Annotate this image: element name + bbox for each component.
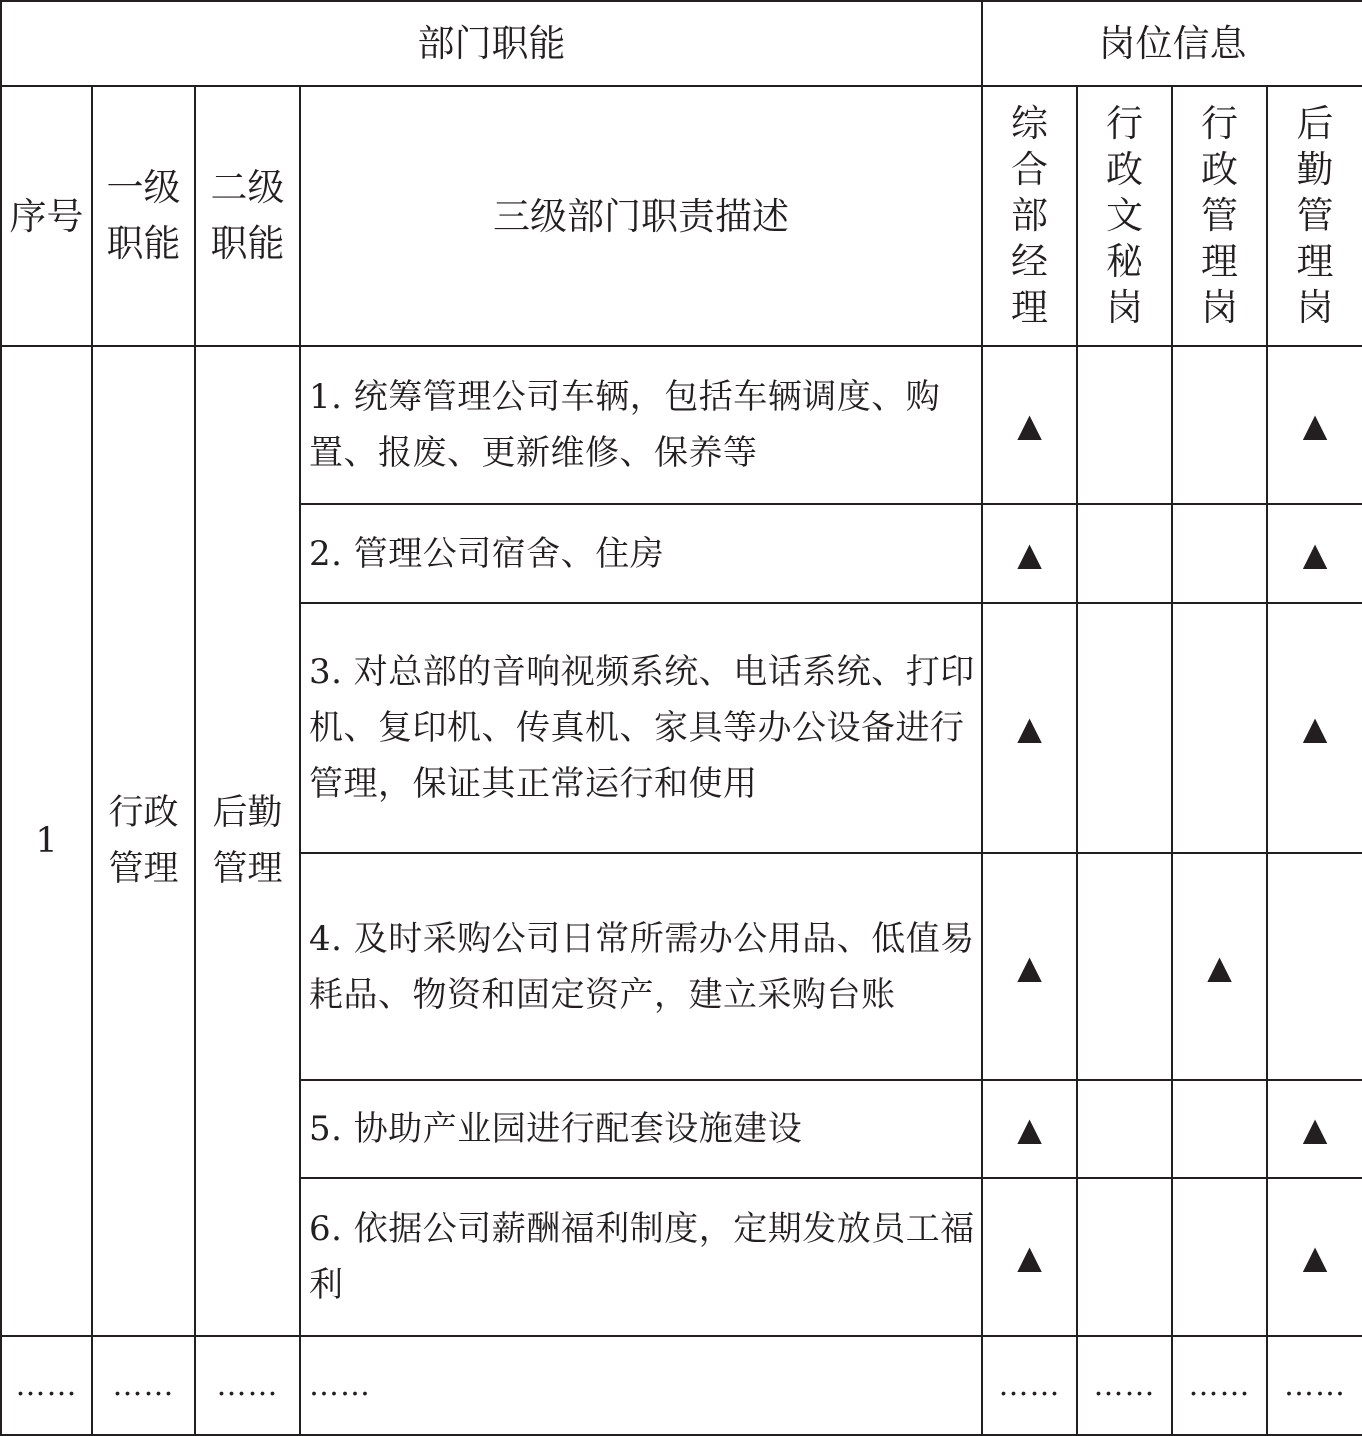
level1-text: 行政管理 [108,793,179,889]
mark-cell: ▲ [1172,853,1267,1080]
ellipsis-cell: …… [195,1336,300,1435]
mark-cell [1172,504,1267,603]
level3-header: 三级部门职责描述 [300,86,982,346]
level2-cell [195,346,300,1336]
ellipsis-cell: …… [982,1336,1077,1435]
duty-description: 5. 协助产业园进行配套设施建设 [300,1080,982,1178]
mark-cell: ▲ [1267,504,1362,603]
duty-description: 1. 统筹管理公司车辆，包括车辆调度、购置、报废、更新维修、保养等 [300,346,982,504]
position-header-2 [1077,86,1172,346]
position-info-header: 岗位信息 [982,1,1362,86]
position-header-4 [1267,86,1362,346]
level2-header [195,86,300,346]
level2-header-text: 二级职能 [210,166,285,265]
duty-description: 2. 管理公司宿舍、住房 [300,504,982,603]
duty-description: 3. 对总部的音响视频系统、电话系统、打印机、复印机、传真机、家具等办公设备进行管理，保证其正常运行和使用 [300,603,982,853]
ellipsis-cell: …… [300,1336,982,1435]
mark-cell [1077,504,1172,603]
mark-cell: ▲ [982,504,1077,603]
mark-cell [1172,1080,1267,1178]
mark-cell [1077,853,1172,1080]
level1-header-text: 一级职能 [106,166,181,265]
duty-description: 4. 及时采购公司日常所需办公用品、低值易耗品、物资和固定资产，建立采购台账 [300,853,982,1080]
level1-header [92,86,195,346]
position-header-text: 综合部经理 [1011,102,1048,329]
level1-cell [92,346,195,1336]
ellipsis-cell: …… [1267,1336,1362,1435]
position-header-1 [982,86,1077,346]
ellipsis-row [1,1336,1362,1435]
dept-functions-header: 部门职能 [1,1,982,86]
seq-cell: 1 [1,346,92,1336]
ellipsis-cell: …… [92,1336,195,1435]
duty-description: 6. 依据公司薪酬福利制度，定期发放员工福利 [300,1178,982,1336]
table-row [1,346,1362,504]
mark-cell: ▲ [1267,346,1362,504]
mark-cell [1267,853,1362,1080]
mark-cell [1077,603,1172,853]
mark-cell: ▲ [1267,603,1362,853]
ellipsis-cell: …… [1172,1336,1267,1435]
level2-text: 后勤管理 [212,793,283,889]
mark-cell [1172,603,1267,853]
mark-cell: ▲ [982,1080,1077,1178]
mark-cell [1077,1178,1172,1336]
mark-cell: ▲ [982,1178,1077,1336]
ellipsis-cell: …… [1,1336,92,1435]
mark-cell: ▲ [982,346,1077,504]
mark-cell: ▲ [982,853,1077,1080]
mark-cell [1077,1080,1172,1178]
mark-cell: ▲ [982,603,1077,853]
seq-header: 序号 [1,86,92,346]
position-header-text: 后勤管理岗 [1296,102,1334,329]
mark-cell [1172,1178,1267,1336]
mark-cell [1172,346,1267,504]
mark-cell: ▲ [1267,1178,1362,1336]
position-header-text: 行政文秘岗 [1106,102,1143,329]
ellipsis-cell: …… [1077,1336,1172,1435]
mark-cell [1077,346,1172,504]
position-header-text: 行政管理岗 [1201,102,1238,329]
mark-cell: ▲ [1267,1080,1362,1178]
position-header-3 [1172,86,1267,346]
